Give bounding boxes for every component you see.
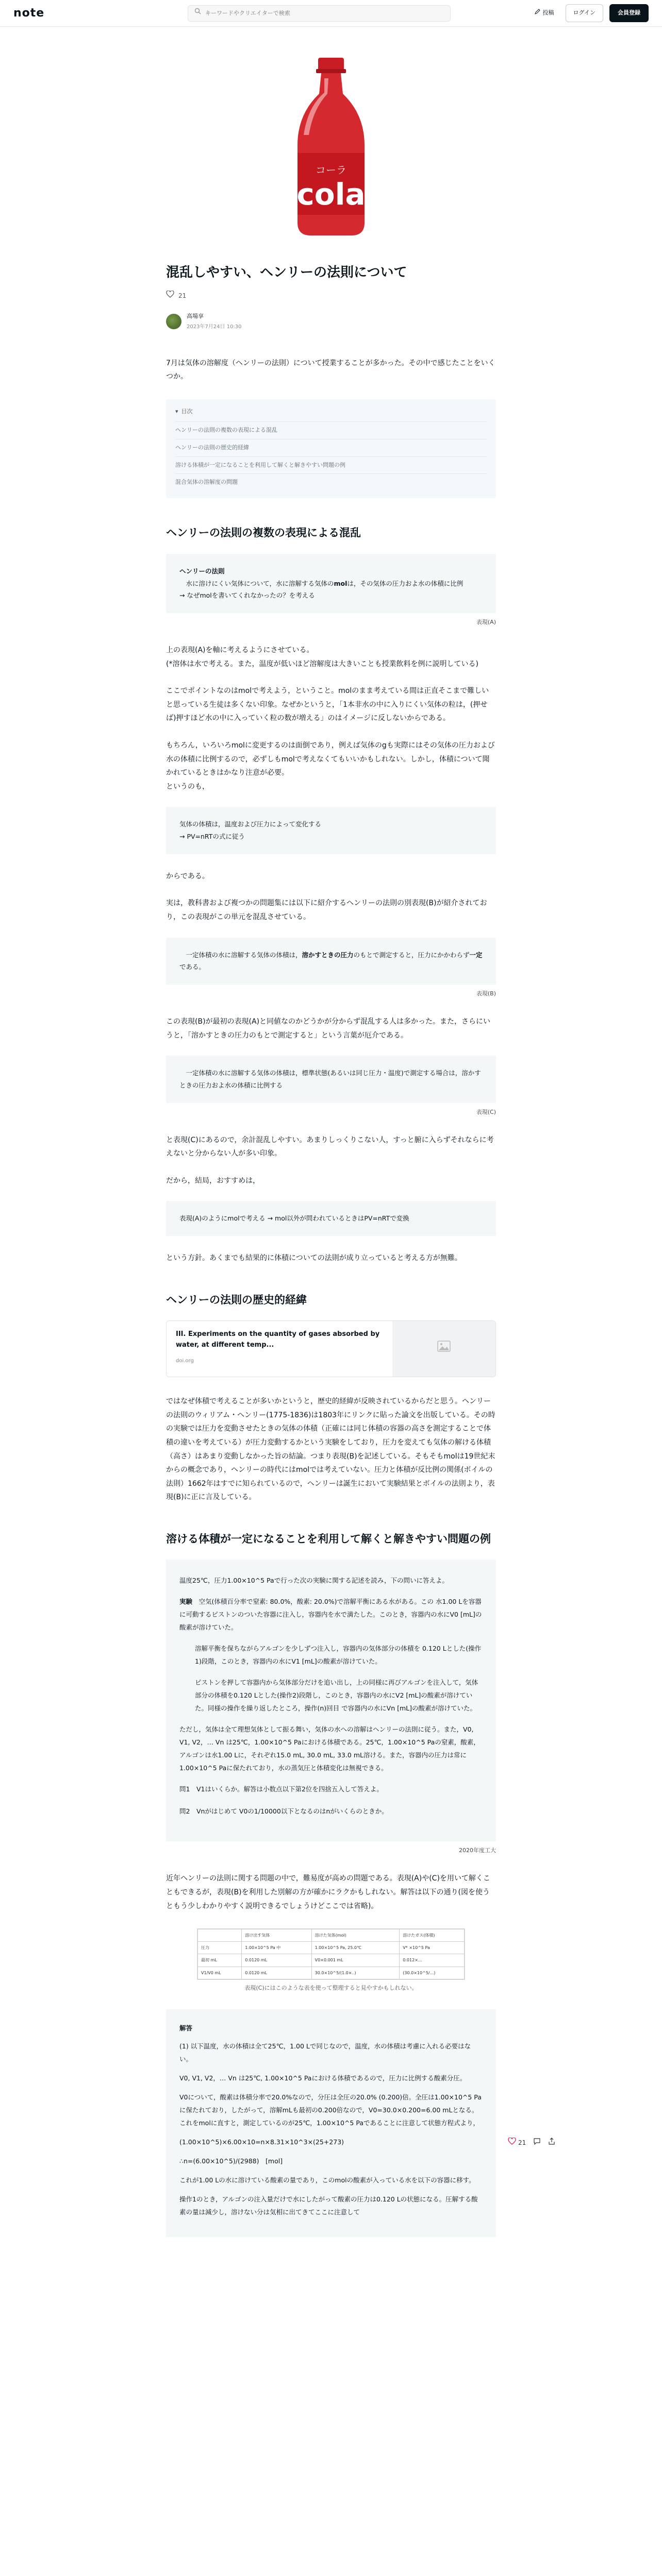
toc-item[interactable]: 溶ける体積が一定になることを利用して解くと解きやすい問題の例: [175, 457, 487, 474]
quote-expression-c: [166, 1056, 496, 1103]
section-heading-1: ヘンリーの法則の複数の表現による混乱: [166, 527, 361, 539]
answer-text: V0, V1, V2，… Vn は25℃, 1.00×10^5 Paにおける体積であるので，圧力に比例する酸素分圧。: [179, 2074, 467, 2082]
hero-label-jp: コーラ: [316, 164, 346, 176]
table-cell: V* ×10^5 Pa: [400, 1942, 465, 1954]
share-icon[interactable]: [548, 2137, 555, 2149]
table-cell: 圧力: [198, 1942, 242, 1954]
search-input[interactable]: [205, 10, 432, 16]
citation: 表現(C): [476, 1108, 496, 1115]
heart-icon: [508, 2137, 516, 2149]
article-title: 混乱しやすい、ヘンリーの法則について: [166, 265, 407, 280]
like-count: 21: [518, 2139, 526, 2146]
answer-text: ∴n=(6.00×10^5)/(2988) [mol]: [179, 2157, 283, 2165]
paragraph: という方針。あくまでも結果的に体積についての法則が成り立っていると考える方が無難。: [166, 1254, 462, 1263]
quote-text: のもとで測定すると，圧力にかかわらず: [353, 951, 470, 959]
avatar[interactable]: [166, 314, 181, 329]
answer-text: (1) 以下温度，水の体積は全て25℃，1.00 Lで同じなので，温度，水の体積は考慮に入れる必要はない。: [179, 2042, 471, 2063]
quote-bold: 一定: [469, 951, 483, 959]
paragraph: 上の表現(A)を軸に考えるようにさせている。 (*溶体は水で考える。また，温度が低いほど溶解度は大きいことも授業飲料を例に説明している): [166, 646, 478, 668]
quote-text: 水に溶けにくい気体について，水に溶解する気体の: [186, 579, 334, 587]
table-cell: 溶けたガス(体積): [400, 1929, 465, 1942]
table-of-contents: [166, 399, 496, 498]
quote-text: 表現(A)のようにmolで考える → mol以外が問われているときはPV=nRTで変換: [179, 1214, 409, 1223]
intro-paragraph: 7月は気体の溶解度（ヘンリーの法則）について授業することが多かった。その中で感じたことをいくつか。: [166, 359, 495, 381]
quote-text: → PV=nRTの式に従う: [179, 833, 245, 841]
hero-cola-bottle-image: [277, 58, 385, 238]
quote-title: ヘンリーの法則: [179, 567, 225, 575]
like-row: [166, 290, 496, 302]
question-text: V1はいくらか。解答は小数点以下第2位を四捨五入して答えよ。: [196, 1785, 383, 1793]
problem-intro: 温度25℃，圧力1.00×10^5 Paで行った次の実験に関する記述を読み，下の問いに答えよ。: [179, 1577, 449, 1585]
paragraph: この表現(B)が最初の表現(A)と同値なのかどうかが分からず混乱する人は多かった。また，さらにいうと，「溶かすときの圧力のもとで測定すると」という言葉が厄介である。: [166, 1017, 491, 1040]
paragraph: ここでポイントなのはmolで考えよう，ということ。molのまま考えている間は正直そこまで難しいと思っている生徒は多くない印象。なぜかというと，「1本非水の中に入りにくい気体の粒は，(押せば)押すほど水の中に入っていく粒の数が増える」のはイメージに反しないからである。: [166, 687, 489, 723]
hero-label-en: cola: [296, 177, 366, 212]
quote-text: 一定体積の水に溶解する気体の体積は，: [186, 951, 302, 959]
post-label: 投稿: [542, 9, 554, 16]
citation: 2020年度工大: [459, 1847, 496, 1854]
paragraph: と表現(C)にあるので，余計混乱しやすい。あまりしっくりこない人，すっと腑に入らずそれならに考えないと分からない人が多い印象。: [166, 1136, 494, 1158]
top-bar: [0, 0, 662, 27]
problem-text: ピストンを押して容器内から気体部分だけを追い出し，上の同様に再びアルゴンを注入して，気体部分の体積を0.120 Lとした(操作2)段階し，このとき，容器内の水にV2 [mL]の酸素が溶けていた。同様の操作を繰り返したところ，操作(n)回目 で容器内の水にVn [mL]の酸素が溶けていた。: [195, 1679, 478, 1713]
table-cell: [198, 1929, 242, 1942]
paragraph: 実は，教科書および複つかの問題集には以下に紹介するヘンリーの法則の別表現(B)が紹介されており，この表現がこの単元を混乱させている。: [166, 899, 487, 921]
table-cell: 30.0×10^5/(1.0×..): [311, 1967, 400, 1979]
table-cell: 1.00×10^5 Pa 中: [242, 1942, 311, 1954]
question-text: Vnがはじめて V0の1/10000以下となるのはnがいくらのときか。: [196, 1807, 388, 1816]
quote-expression-a: [166, 554, 496, 613]
problem-box: [166, 1560, 496, 1841]
question-label: 問2: [179, 1807, 190, 1816]
answer-text: これが1.00 Lの水に溶けている酸素の量であり，このmolの酸素が入っている水を以下の容器に移す。: [179, 2176, 475, 2184]
link-card-title[interactable]: III. Experiments on the quantity of gases absorbed by water, at different temp...: [176, 1330, 380, 1349]
link-card-thumbnail: [392, 1321, 495, 1377]
answer-heading: 解答: [179, 2024, 193, 2032]
quote-note: → なぜmolを書いてくれなかったの？を考える: [179, 591, 315, 600]
paragraph: ではなぜ体積で考えることが多いかというと，歴史的経緯が反映されているからだと思う。ヘンリーの法則のウィリアム・ヘンリー(1775-1836)は1803年にリンクに貼った論文を出版している。その時の実験では圧力を変動させたときの気体の体積（正確には同じ体積の容器の高さを測定することで体積の違いを考えている）が圧力変動するかという実験をしており，圧力を変えても気体の解ける体積（高さ）はあまり変動しなかった旨の結論。つまり表現(B)を記述している。そもそもmolは19世紀末からの概念であり，ヘンリーの時代にはmolでは考えていない。圧力と体積が反比例の関係(ボイルの法則）1662年はすでに知られているので，ヘンリーは誕生において実験結果とボイルの法則より，表現(B)に正に言及している。: [166, 1397, 495, 1502]
like-button[interactable]: [508, 2137, 526, 2149]
chevron-down-icon: ▾: [175, 408, 178, 415]
search-box[interactable]: [188, 5, 451, 22]
author-block[interactable]: [166, 311, 496, 332]
table-cell: 0.0120 mL: [242, 1967, 311, 1979]
section-heading-3: 溶ける体積が一定になることを利用して解くと解きやすい問題の例: [166, 1532, 491, 1545]
publish-date: 2023年7月24日 10:30: [187, 324, 242, 330]
quote-bold: mol: [334, 579, 347, 587]
toc-item[interactable]: ヘンリーの法則の複数の表現による混乱: [175, 422, 487, 439]
table-cell: V1/V0 mL: [198, 1967, 242, 1979]
table-cell: 溶けた気体(mol): [311, 1929, 400, 1942]
table-cell: 0.012×...: [400, 1954, 465, 1967]
comment-icon[interactable]: [533, 2137, 541, 2149]
signup-button[interactable]: 会員登録: [609, 4, 649, 22]
floating-actions: [508, 2137, 555, 2149]
toc-item[interactable]: ヘンリーの法則の歴史的経緯: [175, 439, 487, 457]
question-label: 問1: [179, 1785, 190, 1793]
paragraph: もちろん，いろいろmolに変更するのは面倒であり，例えば気体のgも実際にはその気体の圧力および水の体積に比例するので，必ずしもmolで考えなくてもいいかもしれない。しかし，体積について聞かれているときはかなり注意が必要。 というのも，: [166, 741, 495, 791]
link-card-domain: doi.org: [176, 1358, 194, 1364]
quote-text: 一定体積の水に溶解する気体の体積は，標準状態(あるいは同じ圧力・温度)で測定する場合は，溶かすときの圧力およ水の体積に比例する: [179, 1069, 481, 1089]
image-placeholder-icon: [437, 1341, 451, 1357]
toc-item[interactable]: 混合気体の溶解度の問題: [175, 479, 238, 486]
quote-text: 気体の体積は，温度および圧力によって変化する: [179, 820, 322, 828]
heart-icon[interactable]: [166, 290, 174, 302]
login-button[interactable]: ログイン: [566, 4, 603, 22]
toc-label: 目次: [181, 408, 193, 415]
paragraph: からである。: [166, 872, 209, 880]
table-cell: V0×0.001 mL: [311, 1954, 400, 1967]
link-card[interactable]: [166, 1320, 496, 1377]
problem-label: 実験: [179, 1598, 193, 1606]
quote-gas-volume: [166, 807, 496, 854]
problem-text: 溶解平衡を保ちながらアルゴンを少しずつ注入し，容器内の気体部分の体積を 0.120 Lとした(操作1)段階，このとき，容器内の水にV1 [mL]の酸素が溶けていた。: [195, 1645, 482, 1666]
like-count: 21: [178, 292, 187, 299]
quote-text: である。: [179, 963, 206, 971]
section-heading-2: ヘンリーの法則の歴史的経緯: [166, 1293, 307, 1306]
answer-box: [166, 2009, 496, 2237]
table-cell: (30.0×10^5/...): [400, 1967, 465, 1979]
table-cell: 溶け出す気体: [242, 1929, 311, 1942]
problem-text: ただし，気体は全て理想気体として振る舞い，気体の水への溶解はヘンリーの法則に従う。また，V0, V1, V2，… Vn は25℃，1.00×10^5 Paにおける体積である。25℃，1.00×10^5 Paの窒素，酸素，アルゴンは水1.00 Lに，それぞれ15.0 mL, 30.0 mL, 33.0 mL溶ける。また，容器内の圧力は常に1.00×10^5 Paに保たれており，水の蒸気圧と体積変化は無視できる。: [179, 1725, 480, 1772]
quote-recommendation: [166, 1201, 496, 1236]
summary-table-image: [197, 1928, 465, 1980]
citation: 表現(B): [476, 990, 496, 997]
quote-bold: 溶かすときの圧力: [302, 951, 354, 959]
quote-text: は，その気体の圧力およ水の体積に比例: [347, 579, 464, 587]
search-icon: [194, 8, 201, 19]
problem-text: 空気(体積百分率で窒素: 80.0%，酸素: 20.0%)で溶解平衡にある水がある。この 水1.00 Lを容器に可動するピストンのついた容器に注入し，容器内を水で満たした。このとき，容器内の水にV0 [mL]の酸素が溶けていた。: [179, 1598, 482, 1632]
toc-header[interactable]: [175, 406, 487, 422]
note-logo[interactable]: note: [13, 6, 45, 20]
paragraph: だから，結局，おすすめは，: [166, 1176, 260, 1185]
article: [166, 263, 496, 2237]
table-caption: 表現(C)にはこのような表を使って整理すると見やすかもしれない。: [244, 1984, 418, 1991]
answer-text: V0について，酸素は体積分率で20.0%なので，分圧は全圧の20.0% (0.200)倍。全圧は1.00×10^5 Paに保たれており，したがって，溶解mLも最初の0.200倍なので，V0=30.0×0.200=6.00 mLとなる。これをmolに直すと，測定しているのが25℃，1.00×10^5 Paであることに注意して状態方程式より，: [179, 2093, 482, 2127]
post-button[interactable]: [529, 5, 559, 22]
table-cell: 最初 mL: [198, 1954, 242, 1967]
answer-text: 操作1のとき，アルゴンの注入量だけで水にしたがって酸素の圧力は0.120 Lの状態になる。圧解する酸素の量は減少し，溶けない分は気相に出てきてここに注意して: [179, 2195, 478, 2216]
paragraph: 近年ヘンリーの法則に関する問題の中で，難易度が高めの問題である。表現(A)や(C)を用いて解くこともできるが，表現(B)を利用した別解の方が確かにラクかもしれない。解答は以下の通り(図を使うともう少しわかりやすく説明できるでしょうけどここでは省略)。: [166, 1874, 490, 1910]
quote-expression-b: [166, 938, 496, 985]
author-name[interactable]: 高場享: [187, 312, 204, 319]
table-cell: 1.00×10^5 Pa, 25.0℃: [311, 1942, 400, 1954]
pencil-icon: [535, 8, 540, 19]
answer-text: (1.00×10^5)×6.00×10=n×8.31×10^3×(25+273): [179, 2138, 344, 2146]
citation: 表現(A): [476, 619, 496, 626]
table-cell: 0.0120 mL: [242, 1954, 311, 1967]
